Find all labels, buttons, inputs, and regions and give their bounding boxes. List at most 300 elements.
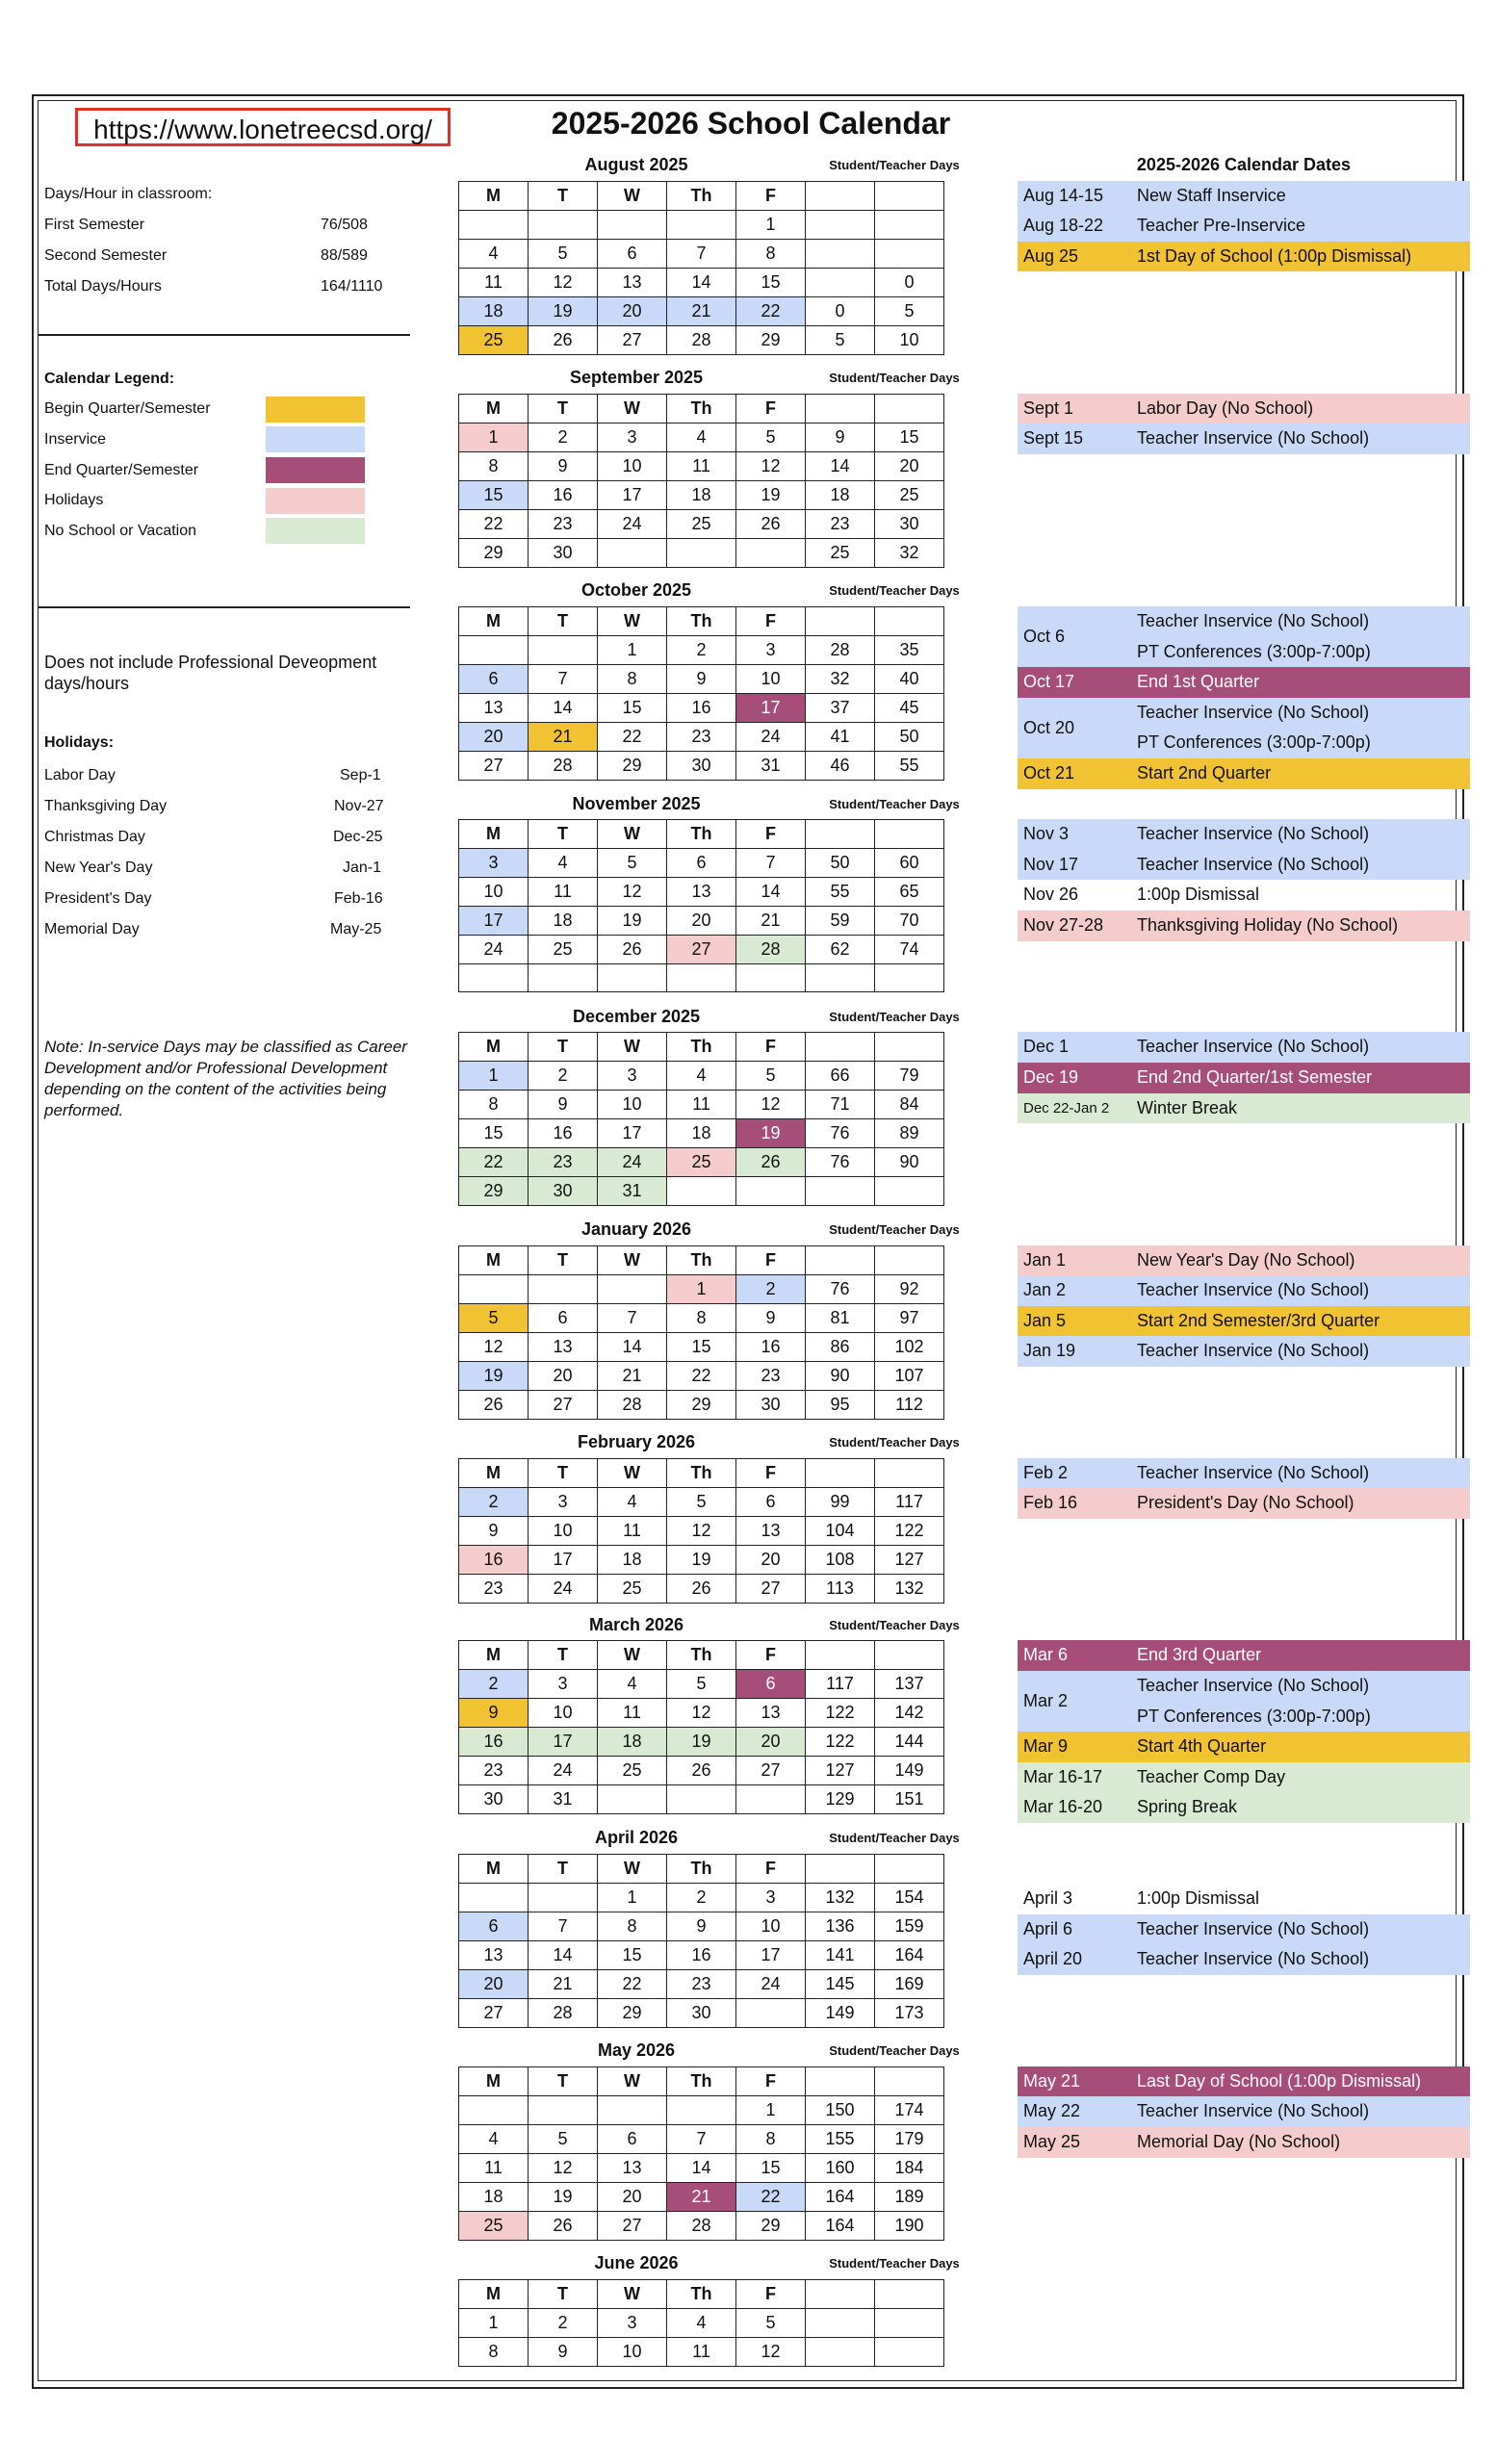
- day-cell: 2: [529, 1062, 598, 1091]
- event-date: Sept 1: [1023, 398, 1074, 418]
- week-row: [459, 2338, 944, 2367]
- teacher-days-cell: 5: [875, 296, 944, 325]
- day-cell: 27: [459, 1998, 529, 2027]
- student-days-cell: [806, 268, 875, 296]
- day-cell: 29: [736, 325, 806, 354]
- week-row: [459, 723, 944, 752]
- day-cell: 3: [459, 849, 529, 878]
- summary-value: 76/508: [321, 217, 368, 233]
- event-date: Mar 6: [1023, 1645, 1069, 1665]
- calendar-event: [1018, 1458, 1470, 1489]
- event-date: Jan 19: [1023, 1341, 1076, 1361]
- day-cell: 21: [736, 907, 806, 936]
- st-header-blank: [875, 2066, 944, 2095]
- day-cell: 20: [459, 1969, 529, 1998]
- student-days-cell: 150: [806, 2095, 875, 2124]
- day-cell: 18: [598, 1728, 667, 1757]
- day-cell: 22: [736, 2182, 806, 2211]
- day-cell: 2: [736, 1274, 806, 1303]
- week-row: [459, 1091, 944, 1119]
- day-cell: 31: [736, 752, 806, 781]
- weekday-header: M: [459, 2280, 529, 2309]
- calendar-event: [1018, 911, 1470, 941]
- week-row: [459, 1728, 944, 1757]
- event-text: Teacher Inservice (No School): [1137, 1341, 1370, 1361]
- event-text: President's Day (No School): [1137, 1493, 1354, 1513]
- day-cell: 11: [459, 2153, 529, 2182]
- day-cell: 6: [459, 665, 529, 694]
- day-cell: 24: [529, 1757, 598, 1785]
- student-teacher-days-label: Student/Teacher Days: [829, 2256, 960, 2272]
- teacher-days-cell: 92: [875, 1274, 944, 1303]
- day-cell: 5: [598, 849, 667, 878]
- student-days-cell: 76: [806, 1119, 875, 1148]
- calendar-event: [1018, 1275, 1470, 1306]
- weekday-header: T: [529, 1854, 598, 1883]
- teacher-days-cell: 184: [875, 2153, 944, 2182]
- day-cell: 27: [736, 1757, 806, 1785]
- day-cell: 15: [459, 480, 529, 509]
- week-row: [459, 1361, 944, 1390]
- day-cell: [667, 1785, 736, 1814]
- day-cell: 25: [598, 1574, 667, 1603]
- week-row: [459, 1274, 944, 1303]
- calendar-event: [1018, 1488, 1470, 1519]
- student-teacher-days-label: Student/Teacher Days: [829, 1435, 960, 1450]
- weekday-header: T: [529, 2066, 598, 2095]
- weekday-header: W: [598, 2066, 667, 2095]
- day-cell: 25: [529, 936, 598, 964]
- day-cell: 15: [459, 1119, 529, 1148]
- teacher-days-cell: 107: [875, 1361, 944, 1390]
- event-date: Nov 17: [1023, 854, 1079, 874]
- calendar-event: [1018, 667, 1470, 698]
- teacher-days-cell: 132: [875, 1574, 944, 1603]
- week-row: [459, 752, 944, 781]
- teacher-days-cell: 174: [875, 2095, 944, 2124]
- day-cell: 17: [598, 1119, 667, 1148]
- week-row: [459, 1670, 944, 1699]
- day-cell: 27: [459, 752, 529, 781]
- week-row: [459, 1969, 944, 1998]
- month-title: December 2025: [572, 1006, 701, 1026]
- event-text: Winter Break: [1137, 1097, 1238, 1117]
- event-date: Feb 16: [1023, 1493, 1078, 1513]
- student-days-cell: 0: [806, 296, 875, 325]
- calendar-event: [1018, 424, 1470, 454]
- teacher-days-cell: 117: [875, 1487, 944, 1516]
- event-date: Oct 17: [1023, 672, 1075, 692]
- event-text: Teacher Comp Day: [1137, 1766, 1286, 1786]
- day-cell: 10: [736, 665, 806, 694]
- month-title: April 2026: [594, 1828, 679, 1847]
- day-cell: 12: [598, 878, 667, 907]
- month-grid: [458, 819, 944, 992]
- inservice-note: Note: In-service Days may be classified as Career Development and/or Professional Development depending on the content of the activities being performed.: [44, 1038, 407, 1119]
- weekday-header: T: [529, 1641, 598, 1670]
- day-cell: 12: [529, 2153, 598, 2182]
- month-title: October 2025: [580, 580, 692, 601]
- month-title: November 2025: [572, 793, 701, 813]
- day-cell: 8: [459, 2338, 529, 2367]
- day-cell: 13: [529, 1332, 598, 1361]
- day-cell: 6: [598, 239, 667, 268]
- day-cell: 23: [667, 723, 736, 752]
- event-text: 1:00p Dismissal: [1137, 1888, 1260, 1909]
- day-cell: 2: [667, 1883, 736, 1912]
- day-cell: 21: [529, 723, 598, 752]
- week-row: [459, 1785, 944, 1814]
- day-cell: 3: [529, 1670, 598, 1699]
- weekday-header: M: [459, 2066, 529, 2095]
- teacher-days-cell: 55: [875, 752, 944, 781]
- day-cell: 13: [598, 2153, 667, 2182]
- day-cell: [459, 636, 529, 665]
- day-cell: 19: [667, 1728, 736, 1757]
- day-cell: 11: [667, 2338, 736, 2367]
- teacher-days-cell: 60: [875, 849, 944, 878]
- day-cell: 30: [667, 752, 736, 781]
- month-header: [458, 2036, 974, 2066]
- day-cell: 21: [667, 2182, 736, 2211]
- day-cell: 25: [667, 509, 736, 538]
- weekday-header: Th: [667, 1854, 736, 1883]
- weekday-header: Th: [667, 1245, 736, 1274]
- weekday-header-row: [459, 1641, 944, 1670]
- teacher-days-cell: 90: [875, 1148, 944, 1177]
- summary-label: Total Days/Hours: [44, 278, 162, 295]
- event-date: Aug 14-15: [1023, 185, 1104, 205]
- day-cell: 3: [598, 1062, 667, 1091]
- day-cell: 30: [459, 1785, 529, 1814]
- day-cell: 23: [667, 1969, 736, 1998]
- teacher-days-cell: 32: [875, 538, 944, 567]
- day-cell: 24: [598, 509, 667, 538]
- day-cell: 2: [667, 636, 736, 665]
- day-cell: 29: [667, 1390, 736, 1419]
- day-cell: 19: [736, 1119, 806, 1148]
- week-row: [459, 1998, 944, 2027]
- month-header: [458, 150, 974, 180]
- day-cell: 19: [529, 296, 598, 325]
- week-row: [459, 423, 944, 451]
- day-cell: 26: [459, 1390, 529, 1419]
- month-header: [458, 1215, 974, 1245]
- day-cell: 28: [667, 325, 736, 354]
- week-row: [459, 1177, 944, 1206]
- day-cell: 14: [667, 2153, 736, 2182]
- event-text: Teacher Inservice (No School): [1137, 1037, 1370, 1057]
- st-header-blank: [875, 1458, 944, 1487]
- weekday-header: W: [598, 1854, 667, 1883]
- day-cell: 1: [667, 1274, 736, 1303]
- teacher-days-cell: 10: [875, 325, 944, 354]
- month-header: [458, 1427, 974, 1457]
- weekday-header: T: [529, 394, 598, 423]
- day-cell: 4: [667, 423, 736, 451]
- day-cell: 4: [529, 849, 598, 878]
- event-date: May 25: [1023, 2132, 1081, 2151]
- day-cell: 12: [667, 1699, 736, 1728]
- day-cell: 30: [529, 1177, 598, 1206]
- weekday-header: Th: [667, 820, 736, 849]
- day-cell: 13: [736, 1699, 806, 1728]
- weekday-header-row: [459, 1033, 944, 1062]
- event-text: Last Day of School (1:00p Dismissal): [1137, 2070, 1422, 2091]
- day-cell: 19: [736, 480, 806, 509]
- weekday-header: T: [529, 820, 598, 849]
- month-title: August 2025: [584, 155, 688, 174]
- holiday-name: Christmas Day: [44, 829, 145, 845]
- holidays-title: Holidays:: [44, 734, 115, 751]
- student-days-cell: 59: [806, 907, 875, 936]
- weekday-header: M: [459, 1854, 529, 1883]
- day-cell: 28: [667, 2211, 736, 2240]
- day-cell: 12: [529, 268, 598, 296]
- student-days-cell: 9: [806, 423, 875, 451]
- weekday-header-row: [459, 2066, 944, 2095]
- st-header-blank: [806, 820, 875, 849]
- calendar-event: [1018, 1671, 1470, 1732]
- calendar-event: [1018, 1093, 1470, 1124]
- legend-label: Inservice: [44, 431, 107, 448]
- teacher-days-cell: 97: [875, 1303, 944, 1332]
- student-teacher-days-label: Student/Teacher Days: [829, 1222, 960, 1237]
- day-cell: 12: [736, 451, 806, 480]
- weekday-header: Th: [667, 394, 736, 423]
- week-row: [459, 2095, 944, 2124]
- week-row: [459, 2211, 944, 2240]
- student-days-cell: 86: [806, 1332, 875, 1361]
- teacher-days-cell: 122: [875, 1516, 944, 1545]
- day-cell: 1: [736, 2095, 806, 2124]
- event-text: Labor Day (No School): [1137, 398, 1314, 418]
- teacher-days-cell: 70: [875, 907, 944, 936]
- day-cell: 4: [667, 1062, 736, 1091]
- event-date: Mar 16-17: [1023, 1766, 1103, 1786]
- weekday-header: Th: [667, 2280, 736, 2309]
- student-days-cell: 25: [806, 538, 875, 567]
- student-days-cell: 28: [806, 636, 875, 665]
- day-cell: 9: [667, 1912, 736, 1940]
- calendar-event: [1018, 242, 1470, 272]
- day-cell: 25: [667, 1148, 736, 1177]
- weekday-header: F: [736, 820, 806, 849]
- day-cell: [529, 1274, 598, 1303]
- legend-swatch-holiday: [266, 488, 365, 514]
- day-cell: 20: [598, 2182, 667, 2211]
- day-cell: 8: [459, 451, 529, 480]
- day-cell: 17: [529, 1545, 598, 1574]
- student-days-cell: 76: [806, 1148, 875, 1177]
- day-cell: 1: [459, 2309, 529, 2338]
- day-cell: 8: [736, 2124, 806, 2153]
- teacher-days-cell: 89: [875, 1119, 944, 1148]
- calendar-event: [1018, 880, 1470, 911]
- day-cell: [598, 964, 667, 992]
- day-cell: 6: [736, 1670, 806, 1699]
- event-date: Dec 1: [1023, 1037, 1070, 1057]
- event-date: Mar 16-20: [1023, 1797, 1103, 1817]
- student-days-cell: [806, 239, 875, 268]
- day-cell: 5: [459, 1303, 529, 1332]
- student-days-cell: 141: [806, 1940, 875, 1969]
- day-cell: 28: [598, 1390, 667, 1419]
- weekday-header-row: [459, 1854, 944, 1883]
- calendar-event: [1018, 606, 1470, 667]
- event-date: Nov 26: [1023, 885, 1079, 905]
- student-teacher-days-label: Student/Teacher Days: [829, 796, 960, 811]
- calendar-event: [1018, 394, 1470, 424]
- day-cell: 10: [598, 1091, 667, 1119]
- teacher-days-cell: [875, 2338, 944, 2367]
- pd-note: Does not include Professional Deveopment days/hours: [44, 653, 377, 693]
- week-row: [459, 1757, 944, 1785]
- calendar-event: [1018, 1640, 1470, 1671]
- day-cell: 5: [736, 423, 806, 451]
- summary-label: First Semester: [44, 217, 145, 233]
- teacher-days-cell: 30: [875, 509, 944, 538]
- day-cell: 2: [529, 423, 598, 451]
- day-cell: 5: [736, 2309, 806, 2338]
- day-cell: 7: [667, 239, 736, 268]
- month-title: January 2026: [580, 1219, 692, 1239]
- day-cell: 29: [598, 1998, 667, 2027]
- event-text: Start 2nd Semester/3rd Quarter: [1137, 1310, 1380, 1330]
- legend-swatch-begin: [266, 397, 365, 423]
- day-cell: 1: [598, 636, 667, 665]
- student-days-cell: 155: [806, 2124, 875, 2153]
- weekday-header: Th: [667, 607, 736, 636]
- holiday-name: Labor Day: [44, 767, 116, 783]
- month-grid: [458, 606, 944, 781]
- student-days-cell: 132: [806, 1883, 875, 1912]
- holiday-date: May-25: [330, 921, 382, 937]
- weekday-header: T: [529, 1458, 598, 1487]
- day-cell: 16: [667, 694, 736, 723]
- website-link[interactable]: https://www.lonetreecsd.org/: [75, 108, 451, 146]
- day-cell: 13: [459, 1940, 529, 1969]
- day-cell: 30: [667, 1998, 736, 2027]
- day-cell: [736, 964, 806, 992]
- day-cell: 20: [736, 1545, 806, 1574]
- teacher-days-cell: 25: [875, 480, 944, 509]
- day-cell: 12: [667, 1516, 736, 1545]
- day-cell: 11: [667, 451, 736, 480]
- day-cell: [529, 636, 598, 665]
- week-row: [459, 849, 944, 878]
- student-teacher-days-label: Student/Teacher Days: [829, 583, 960, 599]
- day-cell: 22: [598, 723, 667, 752]
- day-cell: 24: [459, 936, 529, 964]
- day-cell: 31: [598, 1177, 667, 1206]
- student-days-cell: 76: [806, 1274, 875, 1303]
- student-days-cell: [806, 964, 875, 992]
- student-days-cell: 71: [806, 1091, 875, 1119]
- calendar-event: [1018, 698, 1470, 758]
- day-cell: [667, 210, 736, 239]
- month-header: [458, 1002, 974, 1032]
- teacher-days-cell: 190: [875, 2211, 944, 2240]
- weekday-header: F: [736, 2280, 806, 2309]
- calendar-event: [1018, 2066, 1470, 2097]
- week-row: [459, 694, 944, 723]
- day-cell: 31: [529, 1785, 598, 1814]
- day-cell: [736, 1177, 806, 1206]
- day-cell: 22: [598, 1969, 667, 1998]
- month-header: [458, 576, 974, 605]
- event-date: Nov 27-28: [1023, 915, 1104, 935]
- month-header: [458, 1610, 974, 1640]
- weekday-header: M: [459, 607, 529, 636]
- legend-label: Holidays: [44, 492, 104, 508]
- day-cell: 8: [598, 1912, 667, 1940]
- weekday-header: F: [736, 2066, 806, 2095]
- teacher-days-cell: 35: [875, 636, 944, 665]
- event-date: Mar 2: [1023, 1691, 1069, 1710]
- teacher-days-cell: 84: [875, 1091, 944, 1119]
- st-header-blank: [806, 181, 875, 210]
- calendar-event: [1018, 1884, 1470, 1914]
- day-cell: [459, 1274, 529, 1303]
- day-cell: 28: [736, 936, 806, 964]
- legend-label: End Quarter/Semester: [44, 462, 199, 478]
- month-grid: [458, 1032, 944, 1206]
- event-text: Start 2nd Quarter: [1137, 763, 1272, 783]
- day-cell: 18: [598, 1545, 667, 1574]
- day-cell: 27: [736, 1574, 806, 1603]
- day-cell: 1: [598, 1883, 667, 1912]
- event-text: PT Conferences (3:00p-7:00p): [1137, 732, 1371, 753]
- teacher-days-cell: [875, 1177, 944, 1206]
- event-text: Start 4th Quarter: [1137, 1736, 1267, 1757]
- st-header-blank: [806, 607, 875, 636]
- student-days-cell: 90: [806, 1361, 875, 1390]
- week-row: [459, 480, 944, 509]
- week-row: [459, 509, 944, 538]
- weekday-header: F: [736, 607, 806, 636]
- day-cell: 15: [667, 1332, 736, 1361]
- day-cell: 1: [459, 423, 529, 451]
- student-days-cell: 136: [806, 1912, 875, 1940]
- weekday-header: T: [529, 2280, 598, 2309]
- st-header-blank: [875, 181, 944, 210]
- event-text: Teacher Inservice (No School): [1137, 854, 1370, 874]
- student-teacher-days-label: Student/Teacher Days: [829, 1009, 960, 1024]
- event-text: Teacher Inservice (No School): [1137, 1676, 1370, 1695]
- holiday-name: President's Day: [44, 890, 152, 907]
- legend-title: Calendar Legend:: [44, 371, 175, 387]
- day-cell: 12: [736, 2338, 806, 2367]
- weekday-header-row: [459, 2280, 944, 2309]
- student-days-cell: 160: [806, 2153, 875, 2182]
- teacher-days-cell: 0: [875, 268, 944, 296]
- day-cell: 29: [736, 2211, 806, 2240]
- week-row: [459, 538, 944, 567]
- week-row: [459, 2124, 944, 2153]
- day-cell: [598, 2095, 667, 2124]
- month-grid: [458, 394, 944, 568]
- day-cell: 3: [529, 1487, 598, 1516]
- day-cell: 16: [529, 1119, 598, 1148]
- student-days-cell: 164: [806, 2211, 875, 2240]
- student-teacher-days-label: Student/Teacher Days: [829, 158, 960, 172]
- teacher-days-cell: 159: [875, 1912, 944, 1940]
- day-cell: 27: [529, 1390, 598, 1419]
- day-cell: 11: [598, 1699, 667, 1728]
- legend-swatch-end: [266, 457, 365, 483]
- day-cell: [598, 1274, 667, 1303]
